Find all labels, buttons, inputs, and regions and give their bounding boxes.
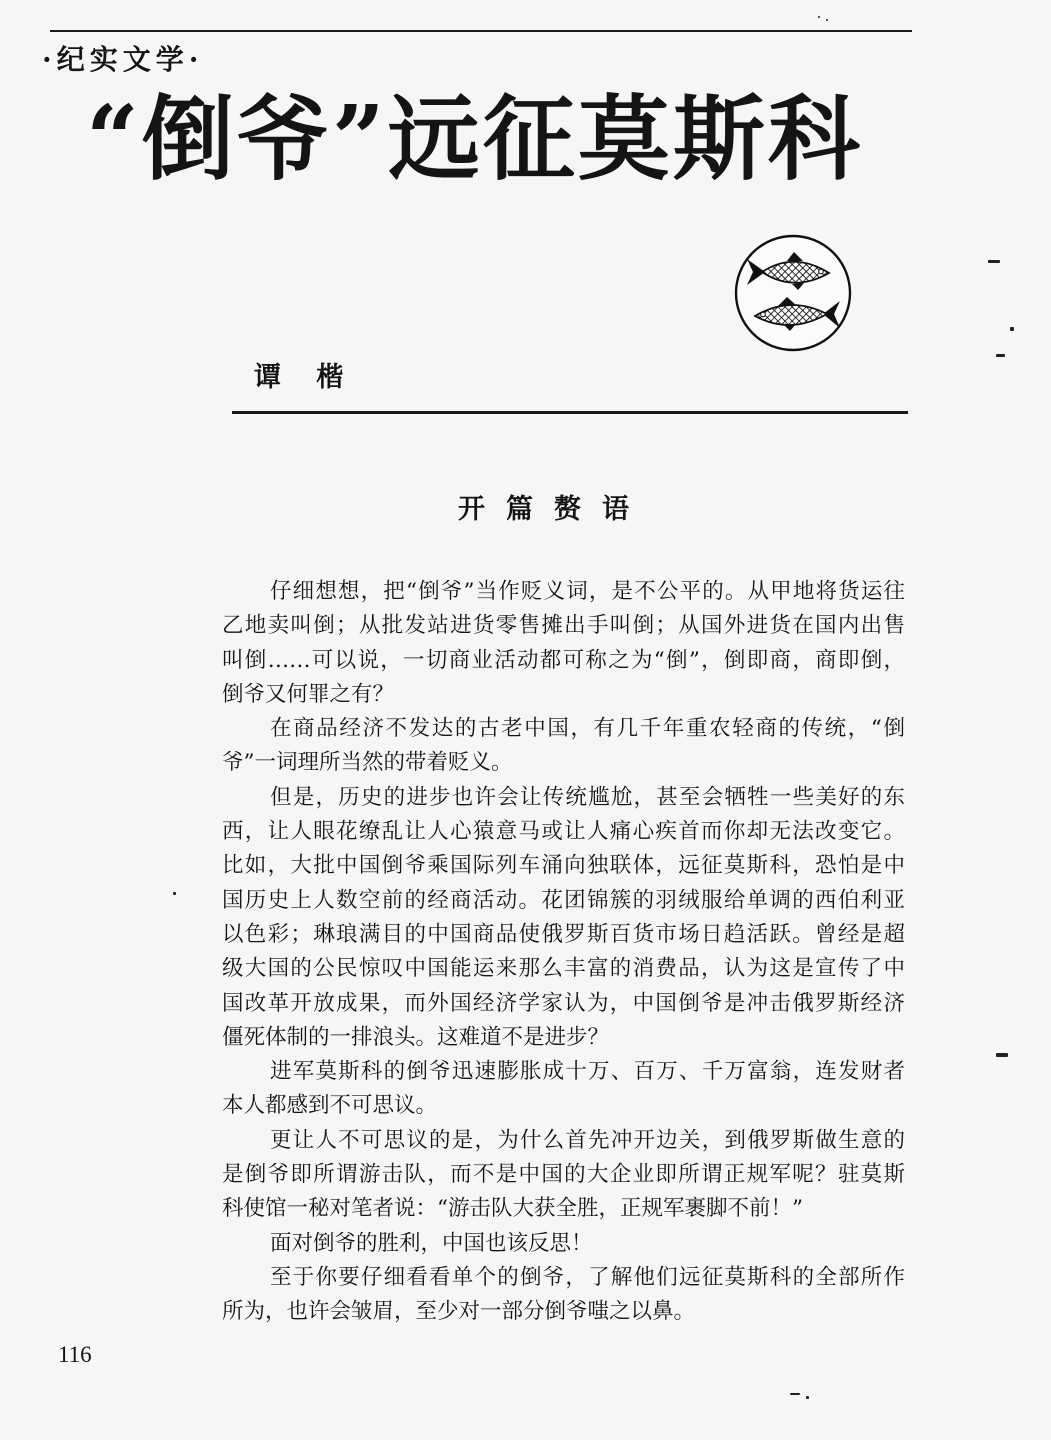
text-line: 倒爷又何罪之有？ xyxy=(222,681,395,707)
text-line: 叫倒……可以说，一切商业活动都可称之为“倒”，倒即商，商即倒， xyxy=(222,647,905,673)
text-line: 但是，历史的进步也许会让传统尴尬，甚至会牺牲一些美好的东 xyxy=(270,784,905,810)
paragraph xyxy=(222,1124,905,1227)
scan-artifact xyxy=(818,16,820,18)
text-line: 乙地卖叫倒；从批发站进货零售摊出手叫倒；从国外进货在国内出售 xyxy=(222,613,905,639)
text-line: 国改革开放成果，而外国经济学家认为，中国倒爷是冲击俄罗斯经济 xyxy=(222,990,905,1016)
section-heading: 开篇赘语 xyxy=(458,494,650,525)
page-number: 116 xyxy=(58,1342,92,1367)
article-title: “倒爷”远征莫斯科 xyxy=(86,85,863,193)
scan-artifact xyxy=(1010,327,1014,331)
text-line: 进军莫斯科的倒爷迅速膨胀成十万、百万、千万富翁，连发财者 xyxy=(270,1059,905,1085)
text-line: 以色彩；琳琅满目的中国商品使俄罗斯百货市场日趋活跃。曾经是超 xyxy=(222,921,905,947)
scan-artifact xyxy=(790,1393,800,1395)
text-line: 僵死体制的一排浪头。这难道不是进步？ xyxy=(222,1024,610,1050)
text-line: 至于你要仔细看看单个的倒爷，了解他们远征莫斯科的全部所作 xyxy=(270,1264,905,1290)
scan-artifact xyxy=(988,260,1000,263)
text-line: 比如，大批中国倒爷乘国际列车涌向独联体，远征莫斯科，恐怕是中 xyxy=(222,853,905,879)
scan-artifact xyxy=(996,1053,1008,1057)
paragraph xyxy=(222,1227,905,1261)
text-line: 更让人不可思议的是，为什么首先冲开边关，到俄罗斯做生意的 xyxy=(270,1127,905,1153)
text-line: 科使馆一秘对笔者说：“游击队大获全胜，正规军裹脚不前！” xyxy=(222,1196,803,1222)
article-body xyxy=(222,575,905,1330)
text-line: 所为，也许会皱眉，至少对一部分倒爷嗤之以鼻。 xyxy=(222,1299,696,1325)
text-line: 在商品经济不发达的古老中国，有几千年重农轻商的传统，“倒 xyxy=(270,716,905,742)
text-line: 国历史上人数空前的经商活动。花团锦簇的羽绒服给单调的西伯利亚 xyxy=(222,887,905,913)
text-line: 仔细想想，把“倒爷”当作贬义词，是不公平的。从甲地将货运往 xyxy=(270,579,905,604)
column-label: ·纪实文学· xyxy=(42,43,204,76)
scan-artifact xyxy=(173,892,176,895)
paragraph xyxy=(222,1055,905,1124)
author-rule xyxy=(232,411,908,414)
text-line: 是倒爷即所谓游击队，而不是中国的大企业即所谓正规军呢？驻莫斯 xyxy=(222,1162,905,1188)
twin-fish-emblem-icon xyxy=(732,232,854,354)
scan-artifact xyxy=(806,1396,809,1399)
paragraph xyxy=(222,575,905,712)
top-rule xyxy=(50,30,912,32)
author-name: 谭 楷 xyxy=(254,362,344,393)
text-line: 西，让人眼花缭乱让人心猿意马或让人痛心疾首而你却无法改变它。 xyxy=(222,819,905,845)
paragraph xyxy=(222,712,905,781)
paragraph xyxy=(222,1261,905,1330)
text-line: 级大国的公民惊叹中国能运来那么丰富的消费品，认为这是宣传了中 xyxy=(222,956,905,982)
scan-artifact xyxy=(826,19,828,21)
text-line: 本人都感到不可思议。 xyxy=(222,1093,438,1119)
text-line: 爷”一词理所当然的带着贬义。 xyxy=(222,750,513,776)
text-line: 面对倒爷的胜利，中国也该反思！ xyxy=(270,1230,593,1256)
paragraph xyxy=(222,781,905,1055)
scan-artifact xyxy=(996,354,1005,357)
emblem xyxy=(732,232,854,354)
